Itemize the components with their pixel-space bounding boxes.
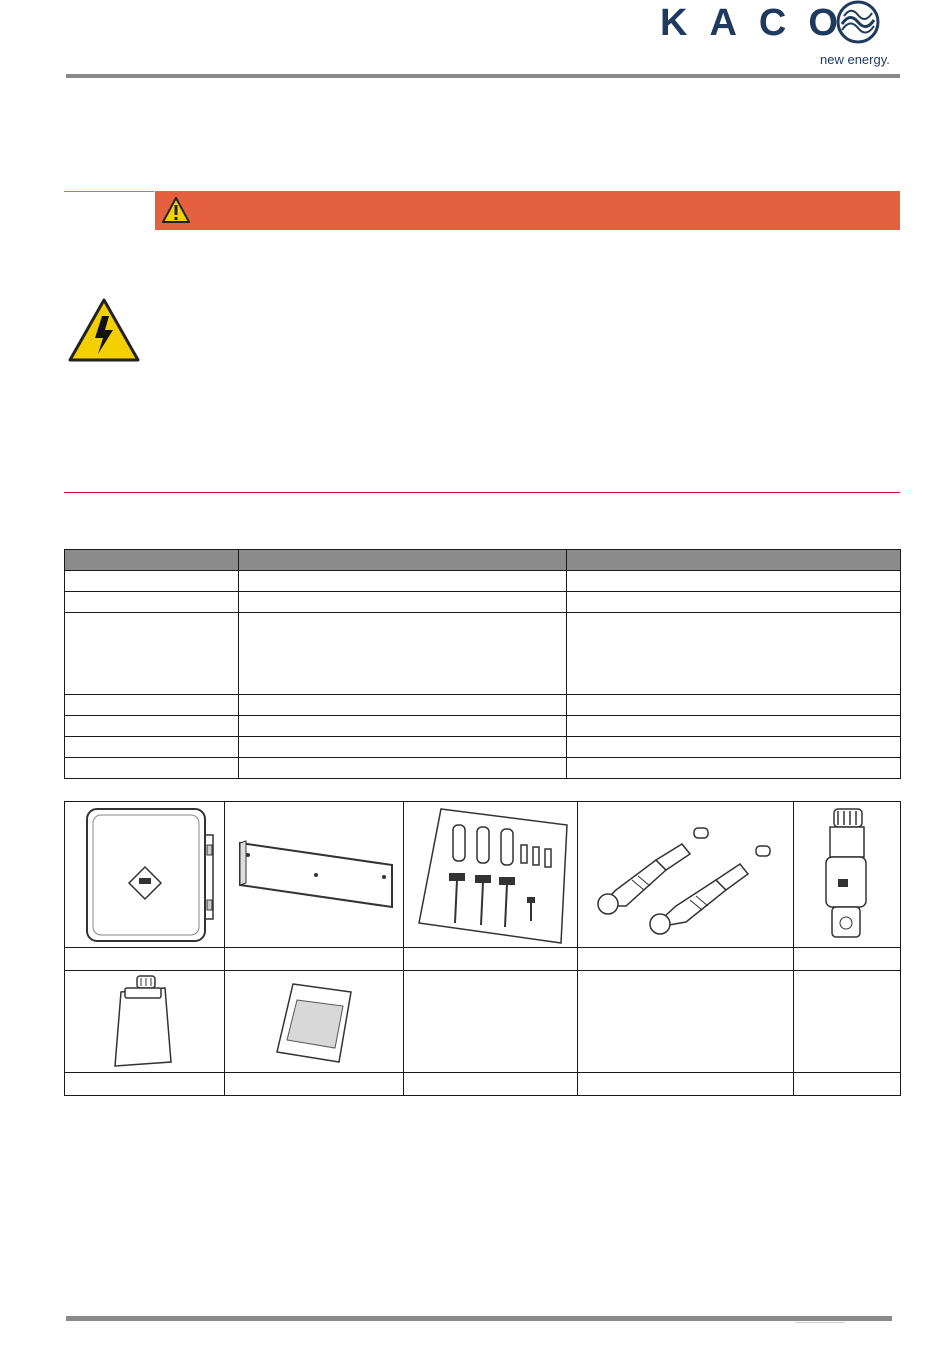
bracket-cell: [225, 802, 404, 948]
manual-booklet-image: [269, 980, 359, 1064]
scope-table: [64, 549, 901, 779]
warning-top-line: [64, 191, 154, 192]
warning-bottom-line: [64, 492, 900, 493]
footer-rule: [66, 1316, 892, 1321]
inverter-cell: [65, 802, 225, 948]
scope-table-header: [65, 550, 901, 571]
fastener-kit-image: [411, 805, 571, 945]
dc-connector-cell: [578, 802, 794, 948]
image-row: [65, 971, 901, 1073]
table-row: [65, 592, 901, 613]
brand-tagline: new energy.: [820, 52, 890, 67]
manual-cell: [225, 971, 404, 1073]
footer-mark: [795, 1322, 845, 1323]
table-row: [65, 695, 901, 716]
table-row: [65, 737, 901, 758]
table-row: [65, 613, 901, 695]
ac-connector-cell: [794, 802, 901, 948]
inverter-housing-image: [75, 805, 215, 945]
header-cell: [65, 550, 239, 571]
table-row: [65, 716, 901, 737]
brand-logo-text: KACO: [660, 2, 860, 44]
table-row: [65, 758, 901, 779]
brand-swoosh-icon: [836, 0, 880, 44]
caption-row: [65, 1073, 901, 1096]
header-cell: [239, 550, 567, 571]
warning-banner: [155, 191, 900, 230]
high-voltage-icon: [68, 298, 140, 362]
header-cell: [567, 550, 901, 571]
fastener-cell: [404, 802, 578, 948]
warning-triangle-icon: [162, 197, 190, 223]
dongle-stick-image: [105, 974, 185, 1070]
ac-connector-image: [812, 805, 882, 945]
dongle-cell: [65, 971, 225, 1073]
header-rule: [66, 74, 900, 78]
components-image-table: [64, 801, 901, 1096]
image-row: [65, 802, 901, 948]
caption-row: [65, 948, 901, 971]
wall-bracket-image: [232, 835, 397, 915]
dc-connectors-image: [586, 810, 786, 940]
table-row: [65, 571, 901, 592]
